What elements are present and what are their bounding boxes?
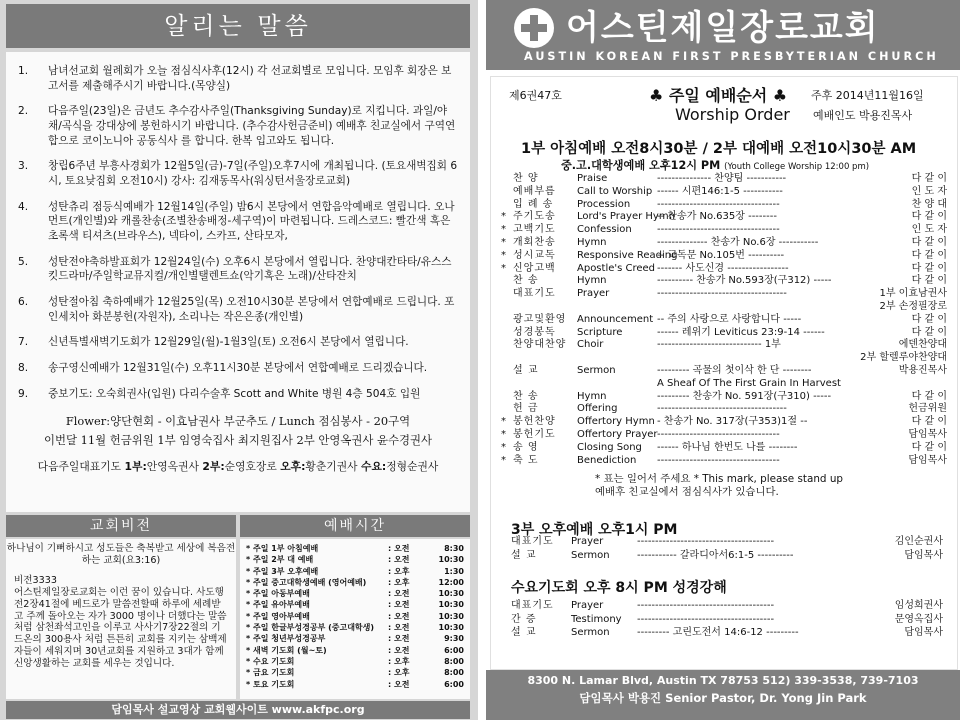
cross-logo-icon	[514, 8, 554, 48]
order-item-english: Hymn	[577, 275, 607, 287]
order-item-leader: 다 같 이	[911, 211, 947, 223]
worship-time-row	[246, 679, 464, 690]
order-item-leader: 박용진목사	[898, 364, 947, 376]
church-name-korean: 어스틴제일장로교회	[566, 8, 880, 48]
worship-time-period: : 오전	[388, 679, 410, 689]
announcement-text: 성탄전야축하발표회가 12월24일(수) 오후6시 본당에서 열립니다. 찬양대칸타타/유스스킷드라마/주일학교뮤지컬/개인별탤렌트쇼(악기혹은 노래)/산타잔치	[48, 255, 452, 283]
order-item-detail: ------ 하나님 한번도 나를 --------	[657, 441, 798, 453]
announcements-box	[6, 52, 470, 512]
order-item-korean: 봉헌기도	[513, 428, 556, 440]
worship-times-heading: 예배시간	[240, 515, 470, 537]
worship-order-row	[507, 352, 947, 365]
announcements-title: 알리는 말씀	[6, 4, 470, 48]
stand-marker: *	[501, 236, 506, 248]
order-item-leader: 에덴찬양대	[898, 339, 947, 351]
order-item-english: Hymn	[577, 236, 607, 248]
worship-order-row	[501, 211, 947, 224]
worship-order-row	[501, 416, 947, 429]
order-item-detail: ---------- 찬송가 No.593장(구312) -----	[657, 275, 832, 287]
order-item-english: Sermon	[571, 549, 610, 561]
order-item-english: Responsive Reading	[577, 249, 678, 261]
worship-time-name: * 주일 3부 오후예배	[246, 566, 319, 576]
church-address: 8300 N. Lamar Blvd, Austin TX 78753 512) 339-3538, 739-7103	[527, 674, 919, 687]
order-item-korean: 고백기도	[513, 224, 556, 236]
order-item-english: Testimony	[571, 613, 622, 625]
worship-time-value: 1:30	[444, 566, 464, 576]
worship-time-name: * 주일 유아부예배	[246, 600, 310, 610]
announcement-item	[16, 361, 460, 376]
website-footer[interactable]: 담임목사 설교영상 교회웹사이트 www.akfpc.org	[6, 701, 470, 719]
order-item-korean: 봉헌찬양	[513, 416, 556, 428]
service3-row	[511, 549, 943, 563]
service4-row	[511, 626, 943, 640]
order-item-korean: 찬 송	[513, 275, 539, 287]
order-item-korean: 간 증	[511, 613, 537, 625]
worship-time-name: * 금요 기도회	[246, 668, 295, 678]
order-item-detail: ----------------------------------	[657, 198, 780, 210]
order-item-english: Praise	[577, 173, 608, 184]
announcement-text: 성탄절아침 축하예배가 12월25일(목) 오전10시30분 본당에서 연합예배로 드립니다. 포인세치아 화분봉헌(자원자), 소리나는 작은은종(개인별)	[48, 296, 455, 323]
announcement-item	[16, 159, 460, 188]
worship-time-name: * 주일 1부 아침예배	[246, 544, 319, 553]
stand-marker: *	[501, 262, 506, 274]
order-item-english: Prayer	[571, 600, 604, 611]
announcement-number: 4.	[18, 200, 29, 213]
service4-row	[511, 599, 943, 613]
order-item-korean: 헌 금	[513, 403, 539, 415]
worship-time-value: 8:00	[444, 668, 464, 678]
flower-line: Flower:양단현회 - 이효남권사 부군추도 / Lunch 점심봉사 - 20구역	[65, 413, 411, 428]
worship-order-row	[507, 288, 947, 301]
worship-order-row	[507, 186, 947, 199]
order-item-detail: --------- 곡물의 첫이삭 한 단 --------	[657, 364, 812, 376]
order-item-leader: 다 같 이	[911, 441, 947, 453]
order-item-detail: --------------------------------------	[637, 600, 775, 611]
worship-time-period: : 오후	[388, 577, 410, 587]
order-item-detail: ------------------------------------	[657, 403, 787, 415]
order-item-english: Scripture	[577, 326, 623, 338]
order-item-english: Procession	[577, 198, 631, 210]
worship-time-period: : 오전	[388, 555, 410, 565]
worship-time-name: * 주일 2부 대 예배	[246, 555, 314, 565]
order-item-detail: --------------------------------------	[637, 536, 775, 547]
wednesday-service-list	[511, 599, 943, 640]
order-item-english: Sermon	[571, 627, 610, 639]
worship-time-period: : 오전	[388, 600, 410, 610]
order-item-english: Lord's Prayer Hymn	[577, 211, 675, 223]
worship-time-value: 10:30	[438, 589, 464, 599]
announcement-item	[16, 335, 460, 350]
worship-order-content	[490, 76, 958, 670]
announcement-text: 성탄츄리 점등식예배가 12월14일(주일) 밤6시 본당에서 연합음악예배로 열립니다. 오나먼트(개인별)와 캐롤찬송(조별찬송배정-세구역)이 마련됩니다. 드레스코드: 빨간색 혹은 초록색 티셔츠(브라우스), 넥타이, 스카프, 산타모자,	[48, 200, 455, 242]
worship-time-value: 10:30	[438, 555, 464, 565]
order-item-korean: 개회찬송	[513, 236, 556, 248]
worship-time-row	[246, 667, 464, 678]
stand-marker: *	[501, 428, 506, 440]
order-item-korean: 예배부름	[513, 185, 556, 197]
worship-order-row	[507, 365, 947, 378]
announcement-text: 창립6주년 부흥사경회가 12월5일(금)-7일(주일)오후7시에 개최됩니다. (토요새벽집회 6시, 토요낮집회 오전10시) 강사: 김재동목사(워싱턴서울장로교회)	[48, 160, 458, 187]
service-times-heading: 1부 아침예배 오전8시30분 / 2부 대예배 오전10시30분 AM	[521, 141, 917, 157]
worship-time-value: 6:00	[444, 645, 464, 655]
announcement-number: 2.	[18, 105, 29, 118]
order-item-korean: 설 교	[511, 549, 537, 561]
worship-order-row	[501, 224, 947, 237]
worship-order-row	[501, 236, 947, 250]
church-banner	[486, 0, 960, 70]
order-item-leader: 다 같 이	[911, 390, 947, 402]
order-item-korean: 축 도	[513, 454, 539, 466]
order-item-english: Prayer	[577, 288, 610, 300]
wednesday-service-heading: 수요기도회 오후 8시 PM 성경강해	[511, 580, 727, 596]
order-item-leader: 다 같 이	[911, 173, 947, 184]
order-item-english: Choir	[577, 339, 604, 351]
worship-order-panel	[486, 0, 960, 720]
order-item-korean: 찬양대찬양	[513, 339, 567, 351]
church-footer	[486, 670, 960, 720]
worship-title-english: Worship Order	[675, 105, 790, 124]
worship-date: 주후 2014년11월16일	[811, 89, 924, 102]
worship-time-period: : 오전	[388, 645, 410, 655]
worship-time-period: : 오전	[388, 611, 410, 621]
order-item-leader: 2부 손정필장로	[879, 300, 947, 312]
order-item-leader: 찬 양 대	[911, 198, 947, 210]
order-item-english: Offering	[577, 403, 618, 415]
order-item-korean: 신앙고백	[513, 262, 556, 274]
order-item-detail: --------------------------------------	[637, 613, 775, 625]
afternoon-service-list	[511, 535, 943, 562]
order-item-leader: 인 도 자	[911, 185, 947, 197]
worship-order-row	[501, 441, 947, 455]
worship-time-value: 9:30	[444, 634, 464, 644]
announcement-number: 3.	[18, 160, 29, 173]
order-item-english: Closing Song	[577, 441, 642, 453]
order-item-english: Offertory Prayer	[577, 428, 658, 440]
order-item-detail: --------------- 찬양팀 -----------	[657, 173, 787, 184]
worship-order-row	[507, 275, 947, 288]
worship-time-row	[246, 566, 464, 577]
worship-time-name: * 새벽 기도회 (월~토)	[246, 645, 327, 655]
announcement-number: 1.	[18, 65, 29, 77]
order-item-korean: 찬 양	[513, 173, 539, 184]
order-item-detail: -- 교독문 No.105번 ----------	[657, 249, 785, 261]
stand-marker: *	[501, 416, 506, 428]
worship-time-row	[246, 554, 464, 565]
worship-time-value: 8:30	[444, 544, 464, 553]
worship-order-row	[501, 249, 947, 263]
vision-verse: 하나님이 기뻐하시고 성도들은 축복받고 세상에 복음전하는 교회(요3:16)	[6, 543, 236, 566]
order-item-detail: ----------- 갈라디아서6:1-5 ----------	[637, 549, 794, 561]
order-item-leader: 헌금위원	[908, 403, 947, 415]
announcement-text: 중보기도: 오숙희권사(입원) 다리수술후 Scott and White 병원 4층 504호 입원	[48, 388, 421, 400]
order-item-korean: 성시교독	[513, 249, 556, 261]
order-item-english: Prayer	[571, 536, 604, 547]
order-item-detail: ----------------------------------	[657, 428, 780, 440]
worship-time-row	[246, 543, 464, 554]
worship-order-row	[507, 391, 947, 404]
stand-marker: *	[501, 454, 506, 466]
announcement-item	[16, 255, 460, 284]
order-item-leader: 다 같 이	[911, 249, 947, 261]
worship-time-row	[246, 577, 464, 588]
worship-time-value: 10:30	[438, 623, 464, 633]
service3-row	[511, 535, 943, 549]
announcement-number: 6.	[18, 296, 29, 309]
order-item-detail: ------ 레위기 Leviticus 23:9-14 ------	[657, 326, 825, 338]
vision-body: 비전3333 어스틴제일장로교회는 이런 꿈이 있습니다. 사도행전2장41절에 베드로가 말씀전할때 하루에 세례받고 주께 돌아오는 자가 3000 명이나 더했다는 말씀처럼 삼천좌석고인을 이루고 사사기7장22절의 기드온의 300용사 처럼 튼튼히 교회를 지키는 삼백제자들이 세워지며 30년교회를 지원하고 3대가 함께 신앙생활하는 교회를 세우는 것입니다.	[14, 574, 227, 670]
announcement-item	[16, 387, 460, 402]
worship-time-period: : 오후	[388, 656, 410, 666]
worship-order-row	[507, 378, 947, 391]
worship-time-period: : 오전	[388, 623, 410, 633]
order-item-detail: --------- 고린도전서 14:6-12 ---------	[637, 627, 799, 639]
order-item-leader: 다 같 이	[911, 236, 947, 248]
worship-order-row	[501, 454, 947, 468]
worship-time-value: 10:30	[438, 600, 464, 610]
order-item-korean: 광고및환영	[513, 313, 567, 325]
announcement-item	[16, 295, 460, 324]
stand-marker: *	[501, 224, 506, 236]
worship-time-period: : 오후	[388, 566, 410, 576]
worship-time-row	[246, 656, 464, 667]
order-item-english: Offertory Hymn	[577, 416, 655, 428]
order-item-korean: 대표기도	[511, 600, 554, 611]
worship-order-row	[501, 428, 947, 442]
order-item-leader: 김인순권사	[894, 536, 943, 547]
order-item-korean: 입 례 송	[513, 198, 554, 210]
afternoon-service-heading: 3부 오후예배 오후1시 PM	[511, 522, 678, 538]
order-item-detail: - 찬송가 No. 317장(구353)1절 --	[657, 416, 808, 428]
worship-time-row	[246, 645, 464, 656]
order-item-leader: 임성희권사	[894, 600, 943, 611]
youth-service-heading: 중.고.대학생예배 오후12시 PM (Youth College Worship 12:00 pm)	[561, 159, 870, 172]
worship-time-name: * 주일 중고대학생예배 (영어예배)	[246, 577, 367, 587]
worship-leader: 예배인도 박용진목사	[813, 109, 913, 122]
order-item-korean: 성경봉독	[513, 326, 556, 338]
worship-time-value: 10:30	[438, 611, 464, 621]
order-item-detail: A Sheaf Of The First Grain In Harvest	[657, 377, 841, 389]
announcement-number: 9.	[18, 388, 29, 400]
worship-times-box	[240, 539, 470, 699]
announcements-panel	[0, 0, 478, 720]
order-item-leader: 담임목사	[908, 454, 947, 466]
order-item-english: Confession	[577, 224, 632, 236]
worship-times-list	[240, 539, 470, 690]
worship-order-list	[501, 173, 947, 467]
stand-marker: *	[501, 211, 506, 223]
order-item-english: Benediction	[577, 454, 637, 466]
order-item-english: Apostle's Creed	[577, 262, 656, 274]
worship-order-row	[507, 339, 947, 352]
standing-note: * 표는 일어서 주세요 * This mark, please stand up 예배후 친교실에서 점심식사가 있습니다.	[595, 473, 843, 498]
worship-time-period: : 오전	[388, 544, 410, 553]
announcement-item	[16, 64, 460, 93]
worship-time-row	[246, 599, 464, 610]
order-item-detail: ----------------------------- 1부	[657, 339, 781, 351]
order-item-detail: ------ 시편146:1-5 -----------	[657, 185, 783, 197]
worship-time-name: * 주일 아동부예배	[246, 589, 310, 599]
worship-order-row	[501, 262, 947, 276]
announcement-number: 5.	[18, 255, 29, 268]
order-item-korean: 주기도송	[513, 211, 556, 223]
volume-number: 제6권47호	[509, 89, 562, 102]
order-item-leader: 2부 할렐루야찬양대	[860, 352, 947, 364]
order-item-korean: 설 교	[511, 627, 537, 639]
order-item-detail: -- 주의 사랑으로 사랑합니다 -----	[657, 313, 802, 325]
order-item-detail: ----------------------------------	[657, 224, 780, 236]
service4-row	[511, 613, 943, 627]
order-item-leader: 다 같 이	[911, 326, 947, 338]
order-item-leader: 다 같 이	[911, 313, 947, 325]
announcement-item	[16, 104, 460, 148]
worship-time-row	[246, 633, 464, 644]
worship-time-row	[246, 588, 464, 599]
worship-order-row	[507, 314, 947, 327]
worship-time-name: * 주일 청년부성경공부	[246, 634, 326, 644]
order-item-detail: ----------------------------------	[657, 454, 780, 466]
order-item-detail: -- 찬송가 No.635장 --------	[657, 211, 777, 223]
order-item-korean: 대표기도	[511, 536, 554, 547]
worship-time-row	[246, 611, 464, 622]
finance-line: 이번달 11월 헌금위원 1부 임영숙집사 최지원집사 2부 안영옥권사 윤수경권사	[43, 432, 433, 447]
order-item-leader: 다 같 이	[911, 275, 947, 287]
order-item-leader: 문영옥집사	[894, 613, 943, 625]
worship-order-row	[507, 199, 947, 212]
order-item-leader: 다 같 이	[911, 262, 947, 274]
next-week-prayers: 다음주일대표기도 1부:안영옥권사 2부:순영호장로 오후:황춘기권사 수요:정형순권사	[37, 459, 439, 473]
announcement-text: 송구영신예배가 12월31일(수) 오후11시30분 본당에서 연합예배로 드리겠습니다.	[48, 362, 428, 375]
announcement-number: 8.	[18, 362, 29, 375]
order-item-leader: 담임목사	[904, 627, 943, 639]
worship-time-value: 8:00	[444, 656, 464, 666]
order-item-korean: 대표기도	[513, 288, 556, 300]
order-item-leader: 다 같 이	[911, 416, 947, 428]
vision-box	[6, 539, 236, 699]
senior-pastor: 담임목사 박용진 Senior Pastor, Dr. Yong Jin Park	[579, 691, 867, 705]
order-item-leader: 담임목사	[908, 428, 947, 440]
stand-marker: *	[501, 249, 506, 261]
order-item-leader: 인 도 자	[911, 224, 947, 236]
order-item-leader: 담임목사	[904, 549, 943, 561]
church-name-english: AUSTIN KOREAN FIRST PRESBYTERIAN CHURCH	[524, 50, 939, 63]
order-item-english: Hymn	[577, 390, 607, 402]
order-item-detail: --------- 찬송가 No. 591장(구310) -----	[657, 390, 832, 402]
order-item-korean: 찬 송	[513, 390, 539, 402]
vision-heading: 교회비전	[6, 515, 236, 537]
worship-order-row	[507, 173, 947, 186]
worship-time-value: 12:00	[438, 577, 464, 587]
worship-time-period: : 오전	[388, 634, 410, 644]
worship-time-period: : 오후	[388, 668, 410, 678]
worship-order-row	[507, 327, 947, 340]
worship-time-name: * 주일 영아부예배	[246, 611, 310, 621]
announcement-list	[6, 52, 470, 402]
worship-order-row	[507, 403, 947, 416]
order-item-english: Announcement	[577, 313, 654, 325]
order-item-leader: 1부 이효남권사	[879, 288, 947, 300]
order-item-english: Sermon	[577, 364, 616, 376]
worship-order-row	[507, 301, 947, 314]
announcement-number: 7.	[18, 336, 29, 349]
stand-marker: *	[501, 441, 506, 453]
worship-time-name: * 토요 기도회	[246, 679, 295, 689]
announcement-item	[16, 200, 460, 244]
worship-time-name: * 수요 기도회	[246, 656, 295, 666]
order-item-korean: 송 영	[513, 441, 539, 453]
order-item-korean: 설 교	[513, 364, 539, 376]
worship-time-value: 6:00	[444, 679, 464, 689]
order-item-english: Call to Worship	[577, 185, 653, 197]
worship-time-name: * 주일 한글부성경공부 (중고대학생)	[246, 623, 375, 633]
order-item-detail: -------------- 찬송가 No.6장 -----------	[657, 236, 819, 248]
announcement-text: 다음주일(23일)은 금년도 추수감사주일(Thanksgiving Sunday)로 지킵니다. 과일/야채/곡식을 강대상에 봉헌하시기 바랍니다. (추수감사헌금준비) 예배후 친교실에서 구역연합으로 코이노니아 공동식사 를 합니다. 한복 입고와도 됩니다.	[48, 105, 456, 147]
announcement-text: 신년특별새벽기도회가 12월29일(월)-1월3일(토) 오전6시 본당에서 열립니다.	[48, 336, 409, 349]
worship-time-period: : 오전	[388, 589, 410, 599]
order-item-detail: ------------------------------------	[657, 288, 787, 300]
announcement-text: 남녀선교회 월례회가 오늘 점심식사후(12시) 각 선교회별로 모입니다. 모임후 회장은 보고서를 제출해주시기 바랍니다.(목양실)	[48, 65, 452, 92]
worship-title-korean: ♣ 주일 예배순서 ♣	[649, 86, 788, 105]
order-item-detail: ------- 사도신경 -----------------	[657, 262, 789, 274]
worship-time-row	[246, 622, 464, 633]
